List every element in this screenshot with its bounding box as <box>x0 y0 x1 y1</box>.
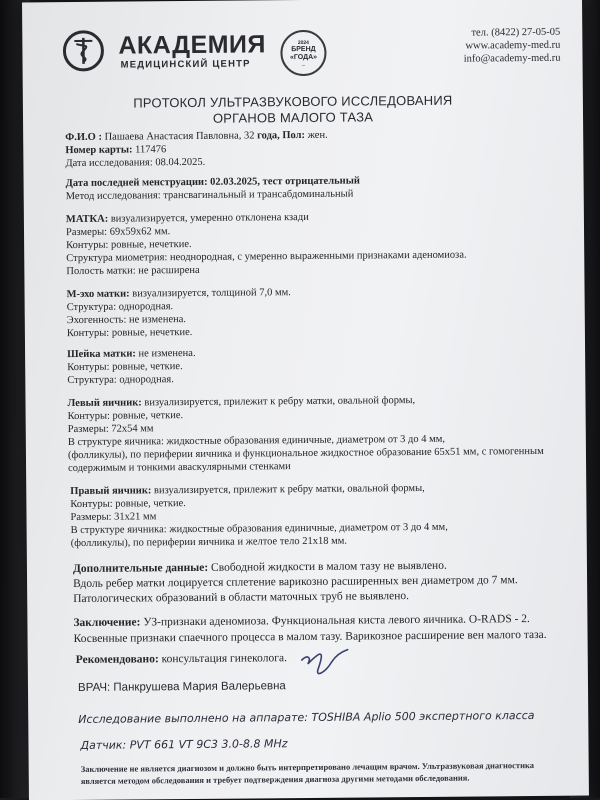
additional-line-1: Вдоль ребер матки лоцируется сплетение варикозно расширенных вен диаметром до 7 мм. <box>73 574 518 591</box>
uterus-line-0: визуализируется, умеренно отклонена кзади <box>108 211 309 225</box>
mecho-line-0: визуализируется, толщиной 7,0 мм. <box>129 287 291 300</box>
badge-line-2: «ГОДА» <box>289 53 318 61</box>
additional-line-0: Свободной жидкости в малом тазу не выявлено. <box>208 559 447 574</box>
doctor-line: ВРАЧ: Панкрушева Мария Валерьевна <box>77 680 286 694</box>
doctor-signature <box>296 640 356 689</box>
document-title-line-1: ПРОТОКОЛ УЛЬТРАЗВУКОВОГО ИССЛЕДОВАНИЯ <box>133 92 453 111</box>
cervix-line-0: не изменена. <box>135 347 196 360</box>
left-ovary-line-4: (фолликулы), по периферии яичника и функциональное жидкостное образование 65х51 мм, с гомогенным <box>67 445 544 462</box>
contact-phone: тел. (8422) 27-05-05 <box>471 26 561 39</box>
cervix-line-2: Структура: однородная. <box>67 374 174 387</box>
right-ovary-line-4: (фолликулы), по периферии яичника и желтое тело 21х18 мм. <box>70 535 348 550</box>
badge-line-3: ... <box>301 61 306 67</box>
mecho-line-2: Эхогенность: не изменена. <box>66 314 187 327</box>
uterus-heading <box>66 212 309 225</box>
right-ovary-line-1: Контуры: ровные, четкие. <box>70 498 186 511</box>
right-ovary-line-0: визуализируется, прилежит к ребру матки, овальной формы, <box>151 482 425 497</box>
brand-award-badge <box>280 30 326 76</box>
mecho-line-1: Структура: однородная. <box>66 301 174 314</box>
uterus-line-1: Размеры: 69х59х62 мм. <box>65 226 171 239</box>
cervix-line-1: Контуры: ровные, четкие. <box>67 361 183 374</box>
document-sheet <box>22 0 589 800</box>
cervix-label: Шейка матки: <box>67 348 136 361</box>
method-line: Метод исследования: трансвагинальный и трансабдоминальный <box>65 188 354 203</box>
document-title-line-2: ОРГАНОВ МАЛОГО ТАЗА <box>212 109 374 126</box>
brand-name: АКАДЕМИЯ <box>118 30 267 60</box>
mecho-line-3: Контуры: ровные, нечеткие. <box>66 326 193 340</box>
right-ovary-line-2: Размеры: 31х21 мм <box>70 511 157 524</box>
additional-label: Дополнительные данные: <box>72 561 209 576</box>
recommended-line <box>76 652 287 666</box>
badge-line-1: БРЕНД <box>291 45 316 53</box>
conclusion-line-1: Косвенные признаки спаечного процесса в малом тазу. Варикозное расширение вен малого таза. <box>73 628 547 646</box>
left-ovary-label: Левый яичник: <box>67 397 142 410</box>
exam-date: Дата исследования: 08.04.2025. <box>65 156 206 170</box>
fio-label: Ф.И.О : <box>65 131 102 144</box>
card-label: Номер карты: <box>65 144 133 157</box>
additional-heading <box>73 560 447 575</box>
contact-block <box>463 26 560 66</box>
left-ovary-heading <box>67 395 415 409</box>
contact-site[interactable]: www.academy-med.ru <box>465 39 561 52</box>
conclusion-line-0: УЗ-признаки аденомиоза. Функциональная киста левого яичника. O-RADS - 2. <box>140 613 530 629</box>
uterus-line-2: Контуры: ровные, нечеткие. <box>66 238 192 252</box>
fio-value: Пашаева Анастасия Павловна, 32 <box>104 130 255 143</box>
right-ovary-label: Правый яичник: <box>70 485 152 498</box>
card-value: 117476 <box>135 144 167 156</box>
disclaimer-line-1: Заключение не является диагнозом и должно быть интерпретировано лечащим врачом. Ультразвуковая диагностика <box>80 760 535 774</box>
sensor-line: Датчик: PVT 661 VT 9C3 3.0-8.8 MHz <box>80 737 288 752</box>
contact-email[interactable]: info@academy-med.ru <box>463 52 561 65</box>
left-ovary-line-1: Контуры: ровные, четкие. <box>67 410 184 423</box>
mecho-heading <box>67 287 291 300</box>
badge-year: 2024 <box>297 39 309 46</box>
left-ovary-line-5: содержимым и тонкими аваскулярными стенками <box>68 461 291 475</box>
menstruation-line: Дата последней менструации: 02.03.2025, тест отрицательный <box>65 175 360 190</box>
age-label: года <box>257 130 278 142</box>
disclaimer-line-2: является методом обследования и требует подтверждения диагноза другими методами обследования. <box>80 772 470 786</box>
right-ovary-heading <box>70 483 425 497</box>
caduceus-logo-icon <box>62 30 104 72</box>
patient-card-line <box>65 144 166 156</box>
sex-value: жен. <box>307 129 328 141</box>
left-ovary-line-0: визуализируется, прилежит к ребру матки, овальной формы, <box>141 395 416 409</box>
conclusion-label: Заключение: <box>73 616 141 630</box>
brand-subtitle: МЕДИЦИНСКИЙ ЦЕНТР <box>120 58 251 71</box>
recommended-label: Рекомендовано: <box>75 653 159 666</box>
sex-label: , Пол: <box>277 129 306 142</box>
left-ovary-line-3: В структуре яичника: жидкостные образования единичные, диаметром от 3 до 4 мм, <box>67 433 446 449</box>
cervix-heading <box>67 348 196 360</box>
device-line: Исследование выполнено на аппарате: TOSHIBA Aplio 500 экспертного класса <box>78 708 535 726</box>
left-ovary-line-2: Размеры: 72х54 мм <box>67 423 154 436</box>
patient-fio-line <box>65 130 328 143</box>
mecho-label: М-эхо матки: <box>66 288 130 301</box>
right-ovary-line-3: В структуре яичника: жидкостные образования единичные, диаметром от 3 до 4 мм, <box>70 521 448 537</box>
recommended-value: консультация гинеколога. <box>158 652 287 666</box>
additional-line-2: Патологических образований в области маточных труб не выявлено. <box>73 590 410 606</box>
uterus-line-4: Полость матки: не расширена <box>66 264 200 278</box>
uterus-line-3: Структура миометрия: неоднородная, с умеренно выраженными признаками аденомиоза. <box>66 249 467 265</box>
conclusion-heading <box>73 613 530 629</box>
uterus-label: МАТКА: <box>65 213 109 226</box>
